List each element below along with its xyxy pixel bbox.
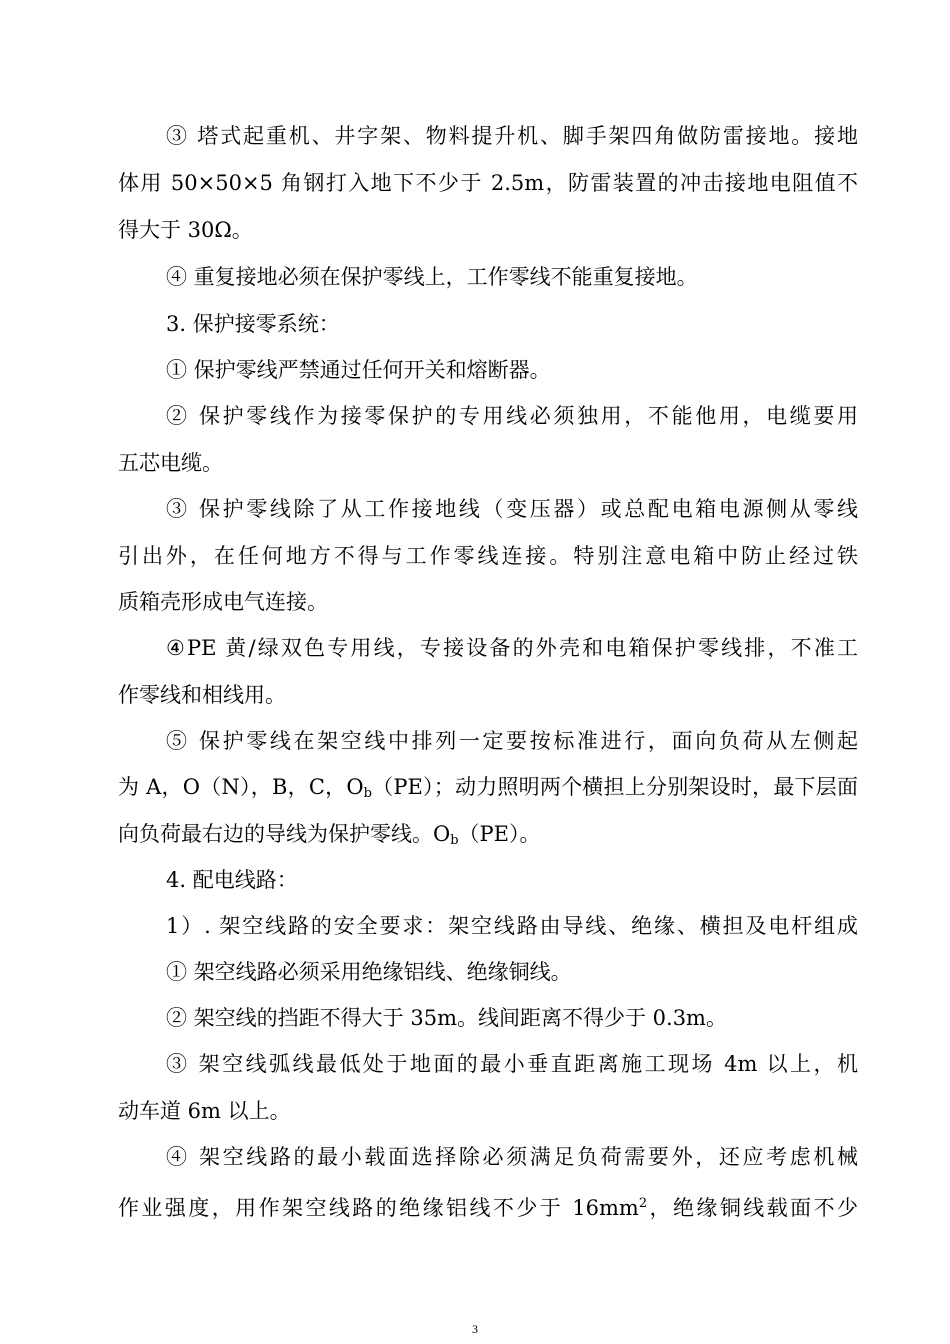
subscript: b xyxy=(450,833,459,848)
line-text: （PE）；动力照明两个横担上分别架设时，最下层面 xyxy=(371,775,858,799)
paragraph-line: ④PE 黄/绿双色专用线，专接设备的外壳和电箱保护零线排，不准工 xyxy=(166,636,858,660)
line-text: 为 A，O（N），B，C，O xyxy=(118,775,364,799)
paragraph-line xyxy=(118,772,858,809)
paragraph-line: ③ 架空线弧线最低处于地面的最小垂直距离施工现场 4m 以上，机 xyxy=(166,1052,858,1076)
paragraph-line: ① 架空线路必须采用绝缘铝线、绝缘铜线。 xyxy=(166,960,572,984)
paragraph-line xyxy=(118,819,858,856)
paragraph-line: ② 架空线的挡距不得大于 35m。线间距离不得少于 0.3m。 xyxy=(166,1006,727,1030)
line-text: ，绝缘铜线载面不少 xyxy=(647,1196,858,1220)
paragraph-line xyxy=(118,1189,858,1223)
paragraph-line: ⑤ 保护零线在架空线中排列一定要按标准进行，面向负荷从左侧起 xyxy=(166,729,858,753)
section-heading: 3. 保护接零系统： xyxy=(166,312,340,336)
paragraph-line: ① 保护零线严禁通过任何开关和熔断器。 xyxy=(166,358,551,382)
paragraph-line: ③ 塔式起重机、井字架、物料提升机、脚手架四角做防雷接地。接地 xyxy=(166,124,858,148)
subscript: b xyxy=(363,786,372,801)
paragraph-line: 1）. 架空线路的安全要求：架空线路由导线、绝缘、横担及电杆组成 xyxy=(166,914,858,938)
paragraph-line: 动车道 6m 以上。 xyxy=(118,1099,291,1123)
paragraph-line: ④ 架空线路的最小载面选择除必须满足负荷需要外，还应考虑机械 xyxy=(166,1145,858,1169)
paragraph-line: ④ 重复接地必须在保护零线上，工作零线不能重复接地。 xyxy=(166,265,698,289)
paragraph-line: ③ 保护零线除了从工作接地线（变压器）或总配电箱电源侧从零线 xyxy=(166,497,858,521)
page-number: 3 xyxy=(472,1322,478,1336)
line-text: 作业强度，用作架空线路的绝缘铝线不少于 16mm xyxy=(118,1196,639,1220)
superscript: 2 xyxy=(638,1196,648,1211)
line-text: （PE）。 xyxy=(458,822,541,846)
paragraph-line: ② 保护零线作为接零保护的专用线必须独用，不能他用，电缆要用 xyxy=(166,404,858,428)
paragraph-line: 体用 50×50×5 角钢打入地下不少于 2.5m，防雷装置的冲击接地电阻值不 xyxy=(118,171,858,195)
line-text: 向负荷最右边的导线为保护零线。O xyxy=(118,822,451,846)
paragraph-line: 引出外，在任何地方不得与工作零线连接。特别注意电箱中防止经过铁 xyxy=(118,544,858,568)
paragraph-line: 五芯电缆。 xyxy=(118,451,223,475)
section-heading: 4. 配电线路： xyxy=(166,868,298,892)
paragraph-line: 质箱壳形成电气连接。 xyxy=(118,590,328,614)
paragraph-line: 作零线和相线用。 xyxy=(118,683,286,707)
paragraph-line: 得大于 30Ω。 xyxy=(118,218,253,242)
